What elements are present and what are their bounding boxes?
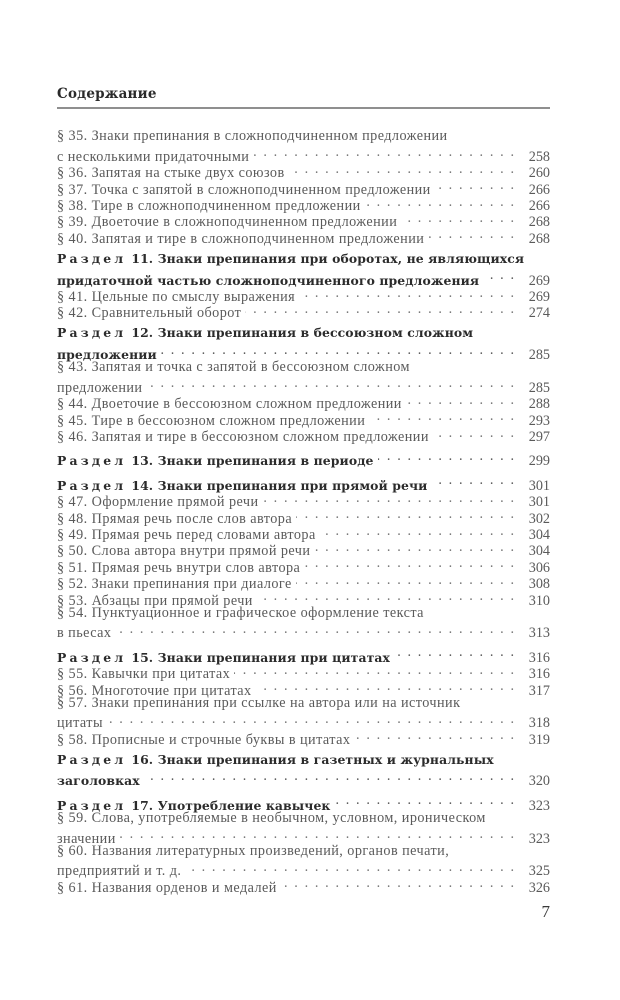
entry-title: придаточной частью сложноподчиненного предложения (57, 272, 480, 288)
entry-title: § 61. Названия орденов и медалей (57, 879, 277, 896)
dot-leader (296, 572, 514, 588)
entry-page-number: 316 (528, 666, 550, 683)
toc-section-entry (57, 472, 550, 494)
entry-page-number: 268 (528, 230, 550, 247)
entry-title: § 55. Кавычки при цитатах (57, 666, 231, 683)
dot-leader (161, 342, 514, 359)
entry-page-number: 301 (528, 477, 550, 494)
entry-title: § 35. Знаки препинания в сложноподчиненном предложении (57, 128, 448, 144)
entry-page-number: 301 (528, 494, 550, 511)
entry-title: в пьесах (57, 625, 112, 642)
toc-line (57, 375, 550, 396)
entry-page-number: 304 (528, 543, 550, 560)
entry-page-number: 285 (528, 379, 550, 396)
dot-leader (234, 662, 514, 678)
toc-line (57, 727, 550, 748)
toc-line (57, 751, 550, 768)
toc-line (57, 621, 550, 642)
toc-section-entry (57, 324, 550, 364)
entry-title: § 58. Прописные и строчные буквы в цитатах (57, 731, 351, 748)
entry-title: § 43. Запятая и точка с запятой в бессоюзном сложном (57, 359, 410, 376)
page-number: 7 (541, 902, 550, 921)
dot-leader (365, 194, 514, 210)
entry-title: § 41. Цельные по смыслу выражения (57, 288, 296, 305)
entry-title: § 52. Знаки препинания при диалоге (57, 576, 292, 593)
entry-title: § 60. Названия литературных произведений, органов печати, (57, 842, 450, 859)
toc-line (57, 359, 550, 375)
toc-line (57, 826, 550, 847)
entry-title: § 40. Запятая и тире в сложноподчиненном предложении (57, 230, 425, 247)
toc-line (57, 342, 550, 364)
entry-title: 14. Знаки препинания при прямой речи (131, 477, 428, 493)
dot-leader (378, 448, 514, 465)
entry-page-number: 266 (528, 197, 550, 214)
dot-leader (334, 792, 514, 809)
entry-title: § 59. Слова, употребляемые в необычном, условном, ироническом (57, 809, 486, 826)
toc-paragraph-entry (57, 809, 550, 847)
entry-title: § 57. Знаки препинания при ссылке на автора или на источник (57, 694, 461, 711)
dot-leader (256, 678, 514, 694)
entry-title: § 45. Тире в бессоюзном сложном предложении (57, 412, 366, 429)
entry-title: 16. Знаки препинания в газетных и журнальных (131, 751, 494, 767)
entry-title: § 51. Прямая речь внутри слов автора (57, 559, 301, 576)
section-prefix: Раздел (57, 649, 127, 665)
toc-paragraph-entry (57, 727, 550, 748)
entry-page-number: 302 (528, 510, 550, 527)
toc-line (57, 144, 550, 165)
entry-title: § 38. Тире в сложноподчиненном предложении (57, 197, 361, 214)
toc-paragraph-entry (57, 128, 550, 165)
dot-leader (299, 285, 514, 301)
toc-line (57, 605, 550, 621)
entry-title: предприятий и т. д. (57, 863, 182, 880)
toc-paragraph-entry (57, 359, 550, 396)
dot-leader (314, 539, 514, 555)
header-rule (57, 107, 550, 109)
toc-section-entry (57, 751, 550, 790)
toc-line (57, 324, 550, 341)
entry-page-number: 325 (528, 863, 550, 880)
entry-title: § 46. Запятая и тире в бессоюзном сложном предложении (57, 429, 429, 446)
toc-line (57, 644, 550, 666)
entry-page-number: 260 (528, 165, 550, 182)
dot-leader (483, 267, 514, 284)
entry-title: с несколькими придаточными (57, 148, 250, 165)
entry-page-number: 288 (528, 396, 550, 413)
entry-title: § 37. Точка с запятой в сложноподчиненном предложении (57, 181, 431, 198)
toc-line (57, 792, 550, 814)
toc-paragraph-entry (57, 842, 550, 880)
section-prefix: Раздел (57, 453, 127, 469)
entry-title: предложении (57, 347, 157, 363)
toc-paragraph-entry (57, 604, 550, 642)
toc-section-entry (57, 792, 550, 814)
section-prefix: Раздел (57, 250, 127, 266)
entry-page-number: 318 (528, 715, 550, 732)
dot-leader (401, 210, 514, 226)
section-prefix: Раздел (57, 325, 127, 341)
toc-line (57, 250, 550, 267)
toc-line (57, 711, 550, 732)
entry-page-number: 323 (528, 830, 550, 847)
dot-leader (320, 523, 514, 539)
entry-title: 17. Употребление кавычек (131, 797, 331, 813)
section-prefix: Раздел (57, 477, 127, 493)
dot-leader (257, 588, 514, 604)
toc-line (57, 448, 550, 470)
entry-title: § 44. Двоеточие в бессоюзном сложном предложении (57, 396, 402, 413)
dot-leader (281, 875, 514, 891)
entry-title: цитаты (57, 715, 103, 732)
dot-leader (146, 375, 514, 391)
dot-leader (120, 826, 514, 842)
entry-title: 13. Знаки препинания в периоде (131, 453, 374, 469)
page-header-title: Содержание (57, 86, 157, 102)
entry-title: 15. Знаки препинания при цитатах (131, 649, 390, 665)
toc-section-entry (57, 250, 550, 289)
entry-title: § 39. Двоеточие в сложноподчиненном предложении (57, 214, 398, 231)
dot-leader (144, 768, 514, 785)
toc-section-entry (57, 448, 550, 470)
dot-leader (296, 506, 514, 522)
dot-leader (185, 859, 514, 875)
entry-title: предложении (57, 379, 143, 396)
entry-title: заголовках (57, 773, 140, 789)
entry-title: § 36. Запятая на стыке двух союзов (57, 165, 285, 182)
toc-line (57, 267, 550, 289)
entry-page-number: 274 (528, 305, 550, 322)
toc-line (57, 859, 550, 880)
dot-leader (253, 144, 514, 160)
toc-section-entry (57, 644, 550, 666)
toc-line (57, 843, 550, 859)
dot-leader (304, 555, 514, 571)
dot-leader (433, 425, 514, 441)
section-prefix: Раздел (57, 797, 127, 813)
entry-page-number: 268 (528, 214, 550, 231)
entry-page-number: 297 (528, 429, 550, 446)
entry-title: § 50. Слова автора внутри прямой речи (57, 543, 311, 560)
entry-page-number: 304 (528, 527, 550, 543)
toc-line (57, 768, 550, 790)
entry-page-number: 316 (528, 649, 550, 666)
entry-title: 11. Знаки препинания при оборотах, не являющихся (131, 250, 525, 266)
entry-page-number: 269 (528, 272, 550, 289)
entry-page-number: 258 (528, 148, 550, 165)
entry-title: § 54. Пунктуационное и графическое оформление текста (57, 604, 424, 621)
dot-leader (428, 226, 514, 242)
entry-title: § 47. Оформление прямой речи (57, 494, 259, 511)
entry-title: § 49. Прямая речь перед словами автора (57, 527, 316, 543)
entry-title: 12. Знаки препинания в бессоюзном сложном (131, 325, 474, 341)
dot-leader (435, 177, 514, 193)
entry-page-number: 313 (528, 625, 550, 642)
dot-leader (431, 472, 514, 489)
dot-leader (115, 621, 514, 637)
entry-title: § 53. Абзацы при прямой речи (57, 592, 253, 609)
dot-leader (394, 644, 514, 661)
table-of-contents (57, 128, 550, 896)
entry-page-number: 306 (528, 559, 550, 576)
entry-page-number: 269 (528, 288, 550, 305)
toc-line (57, 128, 550, 144)
entry-title: § 48. Прямая речь после слов автора (57, 510, 293, 527)
entry-page-number: 308 (528, 576, 550, 593)
dot-leader (289, 161, 514, 177)
dot-leader (406, 392, 514, 408)
toc-paragraph-entry (57, 694, 550, 732)
entry-page-number: 320 (528, 773, 550, 790)
dot-leader (369, 408, 514, 424)
entry-title: § 42. Сравнительный оборот (57, 305, 242, 322)
entry-page-number: 285 (528, 347, 550, 364)
entry-page-number: 323 (528, 797, 550, 814)
entry-title: значении (57, 830, 116, 847)
entry-page-number: 317 (528, 682, 550, 699)
toc-line (57, 810, 550, 826)
toc-line (57, 472, 550, 494)
entry-page-number: 266 (528, 181, 550, 198)
dot-leader (263, 490, 514, 506)
entry-page-number: 326 (528, 879, 550, 896)
toc-line (57, 695, 550, 711)
dot-leader (354, 727, 514, 743)
entry-title: § 56. Многоточие при цитатах (57, 682, 252, 699)
entry-page-number: 299 (528, 453, 550, 470)
entry-page-number: 310 (528, 592, 550, 609)
section-prefix: Раздел (57, 751, 127, 767)
entry-page-number: 293 (528, 412, 550, 429)
dot-leader (107, 711, 514, 727)
dot-leader (245, 301, 514, 317)
entry-page-number: 319 (528, 731, 550, 748)
